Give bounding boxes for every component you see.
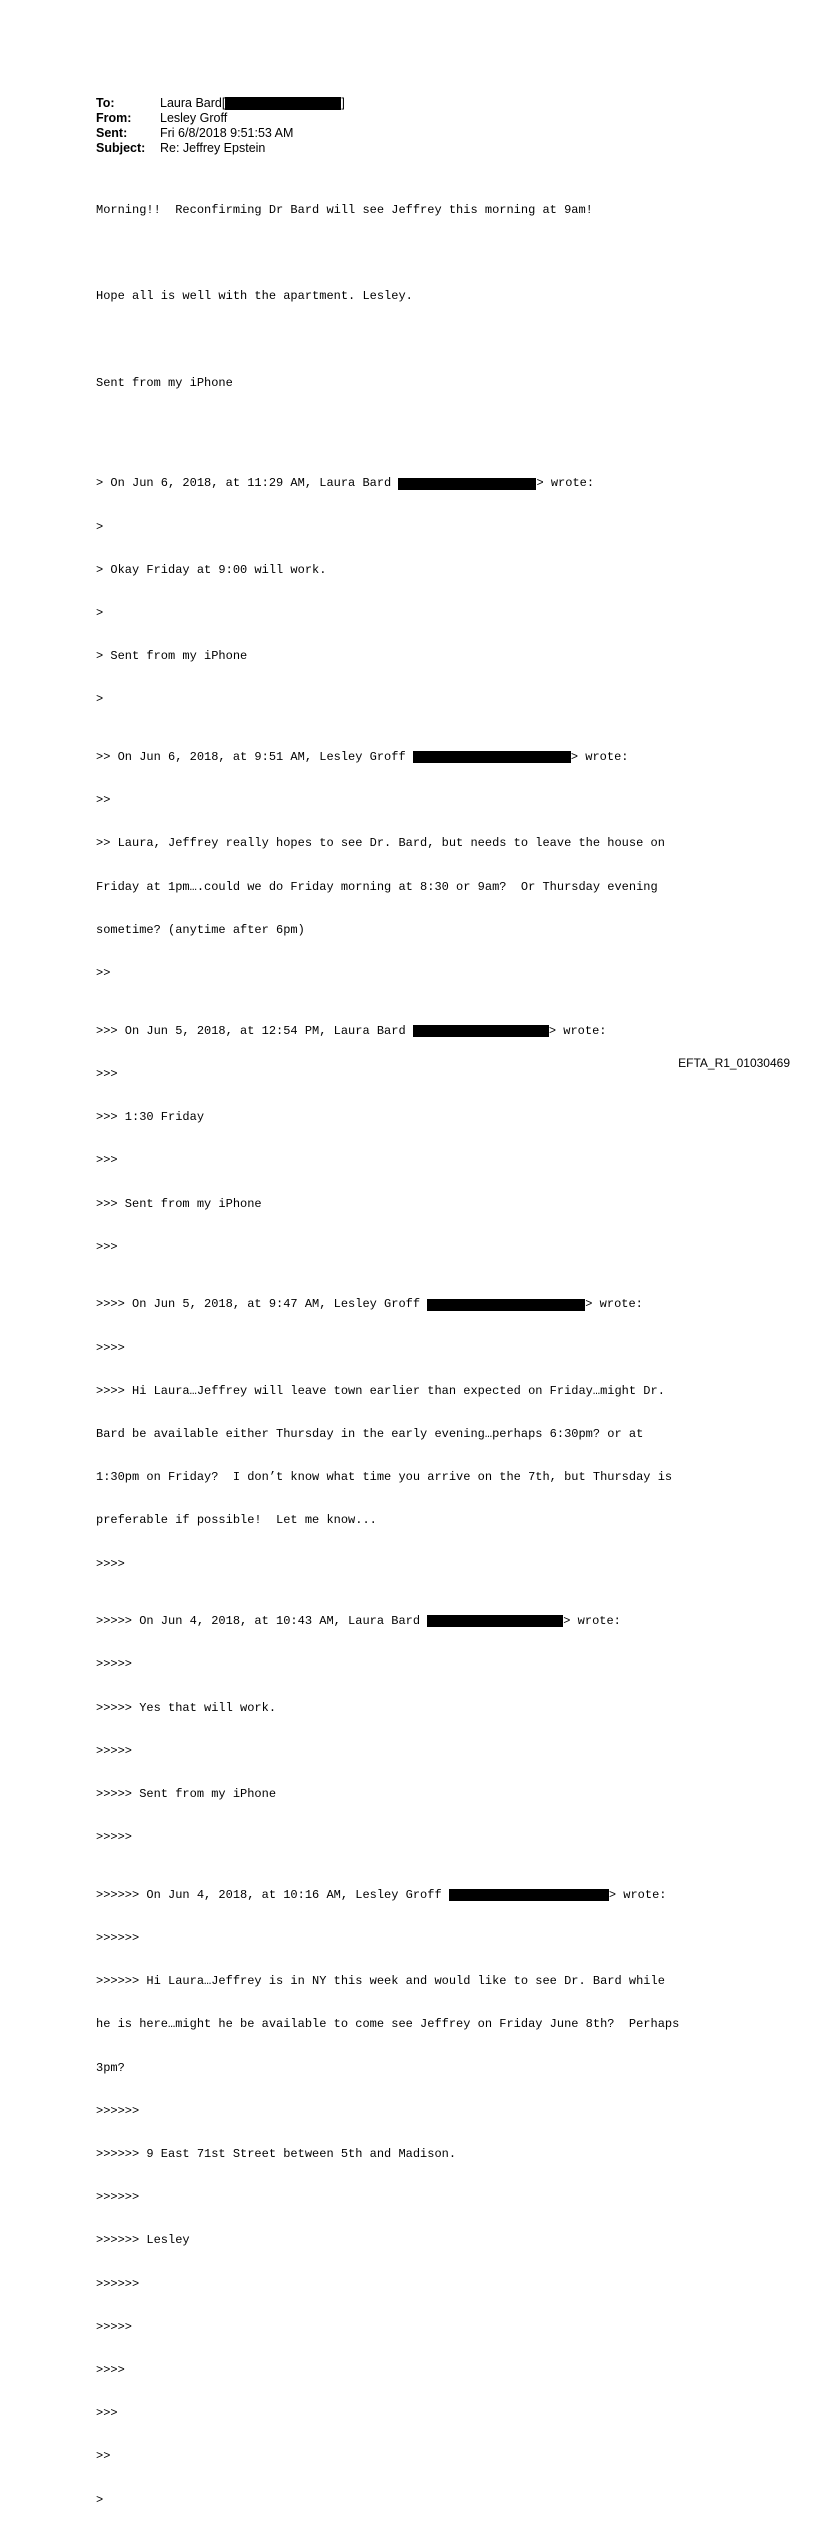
- body-line: >: [96, 519, 104, 534]
- sent-label: Sent:: [96, 126, 128, 140]
- quote-header-text: >>> On Jun 5, 2018, at 12:54 PM, Laura Bard: [96, 1023, 413, 1038]
- body-line: preferable if possible! Let me know...: [96, 1513, 377, 1528]
- sent-value: Fri 6/8/2018 9:51:53 AM: [160, 126, 294, 140]
- body-line: >>>>>>: [96, 1930, 140, 1945]
- quote-header-tail: > wrote:: [570, 750, 629, 765]
- body-line: Sent from my iPhone: [96, 375, 233, 390]
- quote-header-tail: > wrote:: [548, 1023, 607, 1038]
- body-line: >>>>>>: [96, 2103, 140, 2118]
- body-line: >>: [96, 966, 111, 981]
- sent-row: [96, 126, 345, 141]
- subject-value: Re: Jeffrey Epstein: [160, 141, 266, 155]
- body-line: Hope all is well with the apartment. Lesley.: [96, 289, 413, 304]
- quote-header-line: [96, 1614, 679, 1628]
- redaction-bar: [427, 1299, 585, 1311]
- quote-header-tail: > wrote:: [536, 476, 595, 491]
- quote-header-tail: > wrote:: [608, 1887, 667, 1902]
- quote-header-text: >>>>> On Jun 4, 2018, at 10:43 AM, Laura Bard: [96, 1614, 428, 1629]
- body-line: >>: [96, 793, 111, 808]
- blank-line: [96, 419, 679, 433]
- body-line: Friday at 1pm….could we do Friday morning at 8:30 or 9am? Or Thursday evening: [96, 879, 658, 894]
- redaction-bar: [427, 1615, 563, 1627]
- blank-line: [96, 246, 679, 260]
- from-value: Lesley Groff: [160, 111, 228, 125]
- to-label: To:: [96, 96, 115, 110]
- redaction-bar: [413, 751, 571, 763]
- body-line: >>>>>>: [96, 2190, 140, 2205]
- body-line: >: [96, 692, 104, 707]
- email-body: [96, 174, 679, 2536]
- body-line: >: [96, 606, 104, 621]
- body-line: >>> Sent from my iPhone: [96, 1196, 262, 1211]
- redaction-bar: [225, 97, 341, 110]
- body-line: >>>>: [96, 1340, 125, 1355]
- redaction-bar: [413, 1025, 549, 1037]
- body-line: >>>: [96, 1066, 118, 1081]
- from-row: [96, 111, 345, 126]
- quote-header-line: [96, 750, 679, 764]
- body-line: >>>> Hi Laura…Jeffrey will leave town earlier than expected on Friday…might Dr.: [96, 1383, 665, 1398]
- body-line: Bard be available either Thursday in the early evening…perhaps 6:30pm? or at: [96, 1426, 644, 1441]
- body-line: >>>>>> Lesley: [96, 2233, 190, 2248]
- body-line: >>>>: [96, 2363, 125, 2377]
- body-line: >>>>>> 9 East 71st Street between 5th and Madison.: [96, 2146, 457, 2161]
- body-line: >>>: [96, 1153, 118, 1168]
- body-line: he is here…might he be available to come see Jeffrey on Friday June 8th? Perhaps: [96, 2017, 680, 2032]
- body-line: >>>>> Sent from my iPhone: [96, 1786, 277, 1801]
- quote-header-text: >> On Jun 6, 2018, at 9:51 AM, Lesley Groff: [96, 750, 413, 765]
- quote-header-line: [96, 1024, 679, 1038]
- quote-header-text: >>>>>> On Jun 4, 2018, at 10:16 AM, Lesley Groff: [96, 1887, 449, 1902]
- to-value: Laura Bard[: [160, 96, 226, 110]
- body-line: > Okay Friday at 9:00 will work.: [96, 562, 327, 577]
- body-line: >>>>>: [96, 1830, 133, 1845]
- to-value-wrap: [160, 96, 345, 111]
- body-line: >>> 1:30 Friday: [96, 1110, 205, 1125]
- document-id: EFTA_R1_01030469: [678, 1056, 790, 1070]
- subject-row: [96, 141, 345, 156]
- email-header: [96, 96, 345, 156]
- quote-header-tail: > wrote:: [585, 1297, 643, 1312]
- quote-header-line: [96, 476, 679, 490]
- body-line: 1:30pm on Friday? I don’t know what time you arrive on the 7th, but Thursday is: [96, 1470, 673, 1485]
- from-label: From:: [96, 111, 132, 125]
- body-line: >>>>>> Hi Laura…Jeffrey is in NY this week and would like to see Dr. Bard while: [96, 1974, 665, 1989]
- body-line: >>>>: [96, 1556, 125, 1571]
- body-line: >>>>>: [96, 1657, 133, 1672]
- redaction-bar: [398, 478, 536, 490]
- redaction-bar: [449, 1889, 609, 1901]
- body-line: >>>>>: [96, 1743, 133, 1758]
- body-line: sometime? (anytime after 6pm): [96, 922, 305, 937]
- quote-header-line: [96, 1888, 679, 1902]
- to-close: ]: [341, 96, 345, 110]
- quote-header-tail: > wrote:: [563, 1614, 621, 1629]
- quote-header-text: > On Jun 6, 2018, at 11:29 AM, Laura Bard: [96, 476, 399, 491]
- body-line: >>>: [96, 1239, 118, 1254]
- body-line: >: [96, 2492, 104, 2507]
- body-line: >>>>> Yes that will work.: [96, 1700, 277, 1715]
- body-line: >> Laura, Jeffrey really hopes to see Dr. Bard, but needs to leave the house on: [96, 836, 665, 851]
- body-line: Morning!! Reconfirming Dr Bard will see Jeffrey this morning at 9am!: [96, 202, 593, 217]
- body-line: > Sent from my iPhone: [96, 649, 248, 664]
- quote-header-line: [96, 1297, 679, 1311]
- body-line: >>>>>>: [96, 2276, 140, 2291]
- blank-line: [96, 332, 679, 346]
- body-line: >>>: [96, 2406, 118, 2421]
- body-line: >>>>>: [96, 2319, 133, 2334]
- to-row: [96, 96, 345, 111]
- body-line: 3pm?: [96, 2060, 125, 2075]
- subject-label: Subject:: [96, 141, 146, 155]
- quote-header-text: >>>> On Jun 5, 2018, at 9:47 AM, Lesley Groff: [96, 1297, 428, 1312]
- body-line: >>: [96, 2449, 111, 2464]
